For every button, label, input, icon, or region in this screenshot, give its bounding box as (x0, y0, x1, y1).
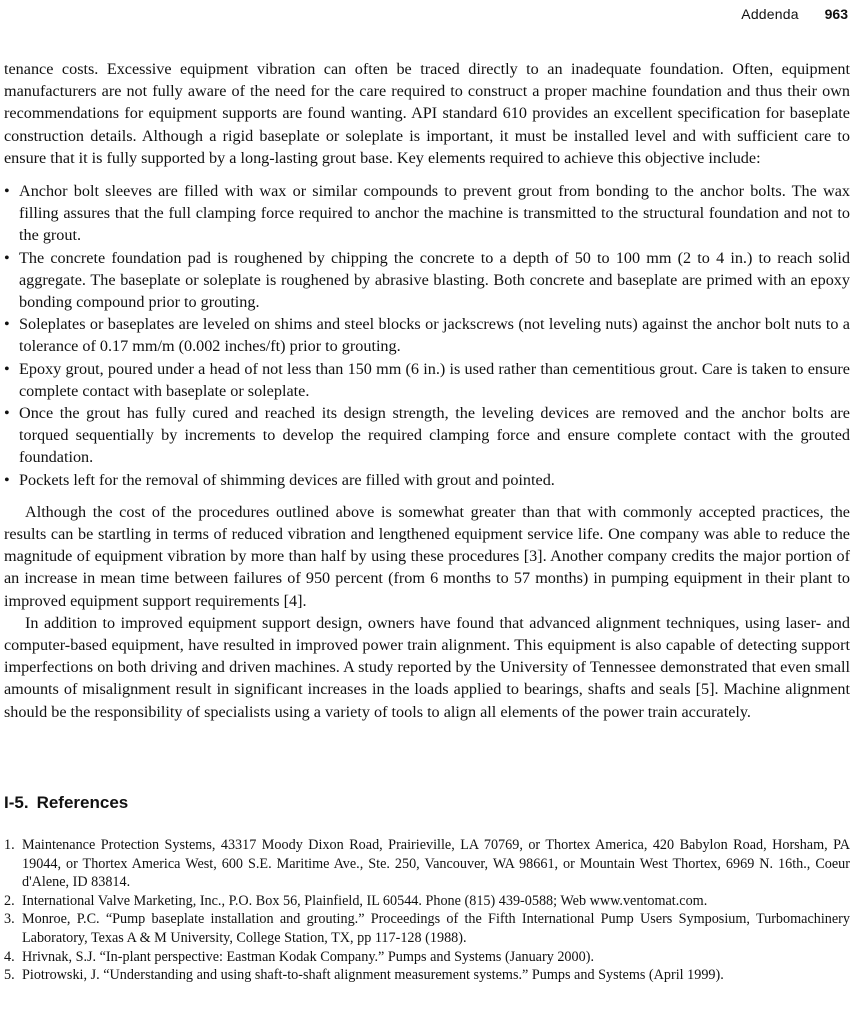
bullet-icon: • (4, 470, 10, 489)
reference-number: 1. (4, 837, 15, 853)
list-item-text: Soleplates or baseplates are leveled on shims and steel blocks or jackscrews (not leveling nuts) against the anchor bolt nuts to a tolerance of 0.17 mm/m (0.002 inches/ft) prior to grouting. (19, 315, 850, 356)
section-title: References (36, 793, 129, 812)
bullet-icon: • (4, 182, 10, 201)
reference-text: Maintenance Protection Systems, 43317 Moody Dixon Road, Prairieville, LA 70769, or Thortex America, 420 Babylon Road, Horsham, PA 19044, or Thortex America West, 600 S.E. Maritime Ave., Ste. 250, Vancouver, WA 98661, or Mountain West Thortex, 6969 N. 16th., Coeur d'Alene, ID 83814. (22, 837, 850, 891)
list-item-text: Pockets left for the removal of shimming devices are filled with grout and pointed. (19, 470, 555, 489)
list-item-text: Anchor bolt sleeves are filled with wax or similar compounds to prevent grout from bonding to the anchor bolts. The wax filling assures that the full clamping force required to anchor the machine is transmitted to the structural foundation and not to the grout. (19, 182, 850, 245)
list-item-text: Epoxy grout, poured under a head of not less than 150 mm (6 in.) is used rather than cementitious grout. Care is taken to ensure complete contact with baseplate or soleplate. (19, 359, 850, 400)
reference-text: Piotrowski, J. “Understanding and using shaft-to-shaft alignment measurement systems.” Pumps and Systems (April 1999). (22, 967, 724, 984)
reference-item (4, 966, 850, 985)
list-item-text: Once the grout has fully cured and reached its design strength, the leveling devices are removed and the anchor bolts are torqued sequentially by increments to develop the required clamping force and ensure complete contact with the grouted foundation. (19, 404, 850, 467)
section-heading (4, 791, 128, 815)
running-head-section: Addenda (741, 6, 799, 22)
reference-text: Hrivnak, S.J. “In-plant perspective: Eastman Kodak Company.” Pumps and Systems (January 2000). (22, 948, 594, 965)
section-number: I-5. (4, 793, 29, 812)
bullet-icon: • (4, 248, 10, 267)
reference-number: 5. (4, 967, 15, 984)
list-item (4, 247, 850, 314)
body-text (4, 58, 850, 723)
body-paragraph: In addition to improved equipment support design, owners have found that advanced alignment techniques, using laser- and computer-based equipment, have resulted in improved power train alignment. This equipment is also capable of detecting support imperfections on both driving and driven machines. A study reported by the University of Tennessee demonstrated that even small amounts of misalignment result in significant increases in the loads applied to bearings, shafts and seals [5]. Machine alignment should be the responsibility of specialists using a variety of tools to align all elements of the power train accurately. (4, 613, 850, 721)
reference-item (4, 892, 850, 911)
list-item (4, 180, 850, 247)
body-paragraph: Although the cost of the procedures outlined above is somewhat greater than that with commonly accepted practices, the results can be startling in terms of reduced vibration and lengthened equipment service life. One company was able to reduce the magnitude of equipment vibration by more than half by using these procedures [3]. Another company credits the major portion of an increase in mean time between failures of 950 percent (from 6 months to 57 months) in pumping equipment in their plant to improved equipment support requirements [4]. (4, 502, 850, 610)
bullet-icon: • (4, 315, 10, 334)
reference-number: 4. (4, 948, 15, 965)
reference-item (4, 836, 850, 892)
reference-text: Monroe, P.C. “Pump baseplate installation and grouting.” Proceedings of the Fifth International Pump Users Symposium, Turbomachinery Laboratory, Texas A & M University, College Station, TX, pp 117-128 (1988). (22, 911, 850, 946)
list-item (4, 358, 850, 402)
reference-number: 2. (4, 892, 15, 909)
list-item (4, 469, 850, 491)
bullet-icon: • (4, 404, 10, 423)
intro-paragraph: tenance costs. Excessive equipment vibration can often be traced directly to an inadequate foundation. Often, equipment manufacturers are not fully aware of the need for the care required to construct a proper machine foundation and thus their own recommendations for equipment supports are found wanting. API standard 610 provides an excellent specification for baseplate construction details. Although a rigid baseplate or soleplate is important, it must be installed level and with sufficient care to ensure that it is fully supported by a long-lasting grout base. Key elements required to achieve this objective include: (4, 60, 850, 167)
reference-number: 3. (4, 911, 15, 928)
reference-text: International Valve Marketing, Inc., P.O. Box 56, Plainfield, IL 60544. Phone (815) 439-0588; Web www.ventomat.com. (22, 892, 708, 909)
page-number: 963 (824, 6, 848, 22)
requirements-list (4, 180, 850, 491)
list-item (4, 313, 850, 357)
running-head (741, 5, 848, 23)
list-item-text: The concrete foundation pad is roughened by chipping the concrete to a depth of 50 to 100 mm (2 to 4 in.) to reach solid aggregate. The baseplate or soleplate is roughened by abrasive blasting. Both concrete and baseplate are primed with an epoxy bonding compound prior to grouting. (19, 248, 850, 312)
reference-item (4, 910, 850, 947)
list-item (4, 402, 850, 469)
references-list (4, 836, 850, 985)
bullet-icon: • (4, 359, 10, 378)
reference-item (4, 948, 850, 967)
